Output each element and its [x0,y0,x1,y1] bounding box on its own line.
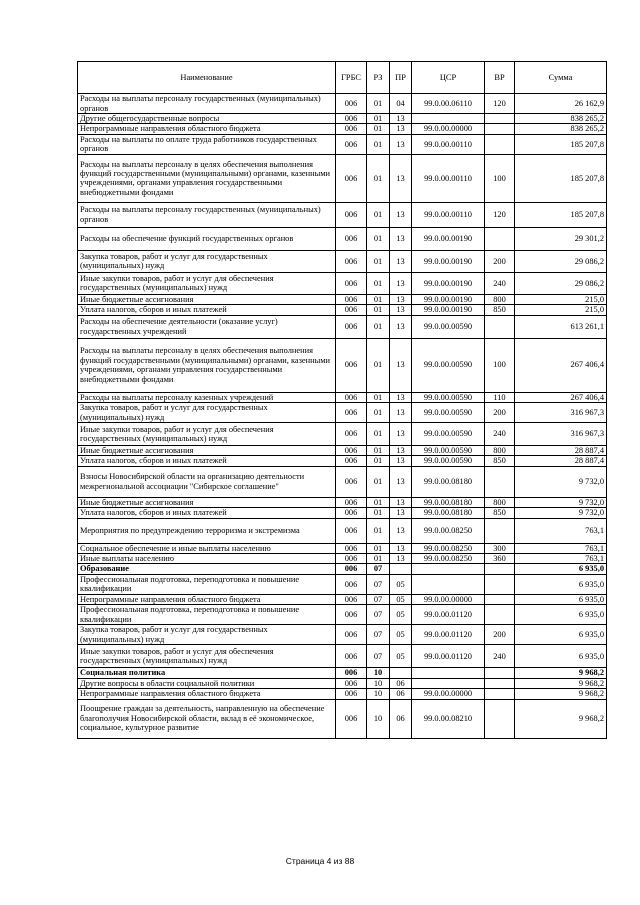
row-vr: 110 [485,392,515,402]
row-rz: 01 [367,456,390,466]
row-name: Иные бюджетные ассигнования [78,294,336,304]
table-row [78,668,607,678]
row-csr: 99.0.00.08180 [412,466,485,497]
row-vr: 360 [485,554,515,564]
row-sum: 9 732,0 [515,497,607,507]
row-name: Расходы на выплаты персоналу казенных учреждений [78,392,336,402]
table-row [78,423,607,446]
row-rz: 01 [367,497,390,507]
row-pr: 05 [390,605,412,625]
row-vr: 850 [485,456,515,466]
row-csr [412,668,485,678]
row-grbs: 006 [336,554,367,564]
row-rz: 01 [367,554,390,564]
row-name: Уплата налогов, сборов и иных платежей [78,508,336,518]
row-rz: 07 [367,645,390,668]
table-row [78,272,607,294]
row-pr: 13 [390,543,412,553]
table-row [78,574,607,594]
row-pr: 13 [390,202,412,227]
row-csr: 99.0.00.00190 [412,250,485,272]
row-pr: 13 [390,508,412,518]
row-name: Расходы на выплаты персоналу государственных (муниципальных) органов [78,94,336,114]
header-sum: Сумма [515,62,607,94]
table-row [78,564,607,574]
row-sum: 28 887,4 [515,446,607,456]
row-name: Иные закупки товаров, работ и услуг для обеспечения государственных (муниципальных) нужд [78,272,336,294]
row-sum: 28 887,4 [515,456,607,466]
header-name: Наименование [78,62,336,94]
row-pr: 13 [390,338,412,392]
table-row [78,315,607,338]
row-rz: 10 [367,668,390,678]
row-rz: 07 [367,594,390,604]
row-name: Расходы на выплаты персоналу в целях обеспечения выполнения функций государственными (муниципальными) органами, казенными учреждениями, органами управления государственными внебюджетными фондами [78,154,336,202]
row-name: Другие вопросы в области социальной политики [78,678,336,688]
header-vr: ВР [485,62,515,94]
row-csr: 99.0.00.00000 [412,689,485,699]
row-sum: 763,1 [515,554,607,564]
row-sum: 267 406,4 [515,392,607,402]
row-pr: 13 [390,154,412,202]
row-grbs: 006 [336,446,367,456]
row-pr: 13 [390,466,412,497]
table-row [78,134,607,154]
row-vr [485,227,515,250]
row-sum: 185 207,8 [515,154,607,202]
row-rz: 01 [367,227,390,250]
row-grbs: 006 [336,645,367,668]
row-vr [485,678,515,688]
row-grbs: 006 [336,227,367,250]
row-csr [412,114,485,124]
row-rz: 01 [367,315,390,338]
row-rz: 07 [367,574,390,594]
row-name: Уплата налогов, сборов и иных платежей [78,305,336,315]
row-rz: 10 [367,699,390,738]
row-rz: 01 [367,543,390,553]
row-pr: 13 [390,294,412,304]
row-vr [485,114,515,124]
row-vr: 240 [485,272,515,294]
row-csr: 99.0.00.08250 [412,554,485,564]
row-csr: 99.0.00.00110 [412,154,485,202]
row-vr [485,699,515,738]
row-grbs: 006 [336,94,367,114]
row-vr [485,668,515,678]
row-sum: 9 968,2 [515,678,607,688]
row-grbs: 006 [336,625,367,645]
table-row [78,645,607,668]
row-grbs: 006 [336,678,367,688]
table-row [78,508,607,518]
row-grbs: 006 [336,315,367,338]
row-vr: 200 [485,250,515,272]
row-csr [412,678,485,688]
row-pr: 13 [390,392,412,402]
row-grbs: 006 [336,202,367,227]
row-pr: 04 [390,94,412,114]
table-row [78,456,607,466]
row-grbs: 006 [336,134,367,154]
row-sum: 6 935,0 [515,594,607,604]
row-csr: 99.0.00.00590 [412,392,485,402]
row-rz: 07 [367,625,390,645]
row-sum: 763,1 [515,543,607,553]
table-row [78,554,607,564]
row-rz: 01 [367,202,390,227]
row-vr [485,134,515,154]
row-grbs: 006 [336,124,367,134]
row-name: Расходы на выплаты персоналу государственных (муниципальных) органов [78,202,336,227]
row-csr: 99.0.00.06110 [412,94,485,114]
table-header-row [78,62,607,94]
table-row [78,305,607,315]
table-row [78,689,607,699]
table-row [78,605,607,625]
row-name: Другие общегосударственные вопросы [78,114,336,124]
table-row [78,543,607,553]
row-csr: 99.0.00.08180 [412,508,485,518]
row-sum: 267 406,4 [515,338,607,392]
table-row [78,392,607,402]
table-row [78,294,607,304]
row-pr: 13 [390,554,412,564]
row-sum: 838 265,2 [515,114,607,124]
row-vr: 850 [485,305,515,315]
row-vr: 800 [485,294,515,304]
row-name: Закупка товаров, работ и услуг для государственных (муниципальных) нужд [78,403,336,423]
row-sum: 26 162,9 [515,94,607,114]
row-name: Иные выплаты населению [78,554,336,564]
row-name: Непрограммные направления областного бюджета [78,124,336,134]
table-row [78,114,607,124]
row-pr: 13 [390,227,412,250]
row-rz: 01 [367,134,390,154]
row-pr: 05 [390,594,412,604]
row-grbs: 006 [336,699,367,738]
row-sum: 6 935,0 [515,605,607,625]
table-row [78,202,607,227]
row-grbs: 006 [336,392,367,402]
row-pr: 13 [390,423,412,446]
row-name: Непрограммные направления областного бюджета [78,689,336,699]
table-row [78,699,607,738]
row-sum: 9 732,0 [515,508,607,518]
row-rz: 01 [367,124,390,134]
row-grbs: 006 [336,294,367,304]
row-sum: 613 261,1 [515,315,607,338]
row-vr: 300 [485,543,515,553]
page-number: Страница 4 из 88 [285,856,355,866]
row-name: Закупка товаров, работ и услуг для государственных (муниципальных) нужд [78,625,336,645]
row-rz: 01 [367,446,390,456]
row-grbs: 006 [336,518,367,543]
row-sum: 215,0 [515,294,607,304]
table-row [78,518,607,543]
row-sum: 215,0 [515,305,607,315]
row-name: Расходы на выплаты по оплате труда работников государственных органов [78,134,336,154]
row-pr [390,668,412,678]
row-name: Мероприятия по предупреждению терроризма и экстремизма [78,518,336,543]
row-name: Образование [78,564,336,574]
row-name: Расходы на выплаты персоналу в целях обеспечения выполнения функций государственными (муниципальными) органами, казенными учреждениями, органами управления государственными внебюджетными фондами [78,338,336,392]
row-grbs: 006 [336,403,367,423]
row-vr: 100 [485,154,515,202]
row-sum: 29 086,2 [515,250,607,272]
table-row [78,154,607,202]
row-csr: 99.0.00.00590 [412,315,485,338]
row-vr: 120 [485,202,515,227]
row-rz: 01 [367,403,390,423]
row-pr: 06 [390,689,412,699]
row-pr: 13 [390,250,412,272]
row-rz: 01 [367,94,390,114]
row-grbs: 006 [336,543,367,553]
row-sum: 6 935,0 [515,645,607,668]
header-rz: РЗ [367,62,390,94]
row-vr: 100 [485,338,515,392]
row-pr: 05 [390,625,412,645]
row-grbs: 006 [336,508,367,518]
row-vr: 240 [485,645,515,668]
row-csr: 99.0.00.00590 [412,446,485,456]
row-name: Иные бюджетные ассигнования [78,446,336,456]
row-csr: 99.0.00.00590 [412,403,485,423]
row-name: Социальное обеспечение и иные выплаты населению [78,543,336,553]
row-pr: 06 [390,678,412,688]
row-csr [412,574,485,594]
row-rz: 01 [367,114,390,124]
row-rz: 10 [367,689,390,699]
row-csr: 99.0.00.08250 [412,543,485,553]
row-csr: 99.0.00.00190 [412,305,485,315]
row-grbs: 006 [336,338,367,392]
row-vr: 850 [485,508,515,518]
row-sum: 9 732,0 [515,466,607,497]
row-name: Расходы на обеспечение деятельности (оказание услуг) государственных учреждений [78,315,336,338]
row-pr: 13 [390,305,412,315]
row-pr: 13 [390,124,412,134]
row-pr: 13 [390,315,412,338]
row-name: Социальная политика [78,668,336,678]
row-pr: 13 [390,518,412,543]
row-sum: 29 086,2 [515,272,607,294]
table-row [78,227,607,250]
table-row [78,625,607,645]
row-grbs: 006 [336,466,367,497]
row-sum: 6 935,0 [515,574,607,594]
row-name: Поощрение граждан за деятельность, направленную на обеспечение благополучия Новосибирской области, вклад в её экономическое, социальное, культурное развитие [78,699,336,738]
row-grbs: 006 [336,497,367,507]
row-csr: 99.0.00.00000 [412,594,485,604]
row-vr [485,594,515,604]
row-rz: 01 [367,466,390,497]
table-row [78,403,607,423]
row-csr [412,564,485,574]
row-sum: 29 301,2 [515,227,607,250]
row-pr: 13 [390,403,412,423]
row-rz: 01 [367,272,390,294]
row-sum: 6 935,0 [515,564,607,574]
row-csr: 99.0.00.08250 [412,518,485,543]
table-row [78,594,607,604]
row-grbs: 006 [336,456,367,466]
row-rz: 01 [367,423,390,446]
table-row [78,250,607,272]
row-grbs: 006 [336,154,367,202]
row-csr: 99.0.00.01120 [412,625,485,645]
row-grbs: 006 [336,605,367,625]
row-rz: 01 [367,305,390,315]
row-pr: 13 [390,446,412,456]
row-name: Расходы на обеспечение функций государственных органов [78,227,336,250]
row-csr: 99.0.00.00190 [412,294,485,304]
row-csr: 99.0.00.01120 [412,605,485,625]
row-csr: 99.0.00.08210 [412,699,485,738]
table-row [78,466,607,497]
table-row [78,94,607,114]
row-vr: 120 [485,94,515,114]
row-sum: 185 207,8 [515,134,607,154]
row-rz: 01 [367,294,390,304]
row-sum: 9 968,2 [515,668,607,678]
row-name: Взносы Новосибирской области на организацию деятельности межрегиональной ассоциации "Сибирское соглашение" [78,466,336,497]
row-grbs: 006 [336,305,367,315]
row-pr [390,564,412,574]
table-row [78,497,607,507]
row-rz: 01 [367,392,390,402]
row-name: Иные бюджетные ассигнования [78,497,336,507]
row-rz: 07 [367,564,390,574]
row-csr: 99.0.00.00590 [412,423,485,446]
row-pr: 13 [390,134,412,154]
row-rz: 10 [367,678,390,688]
row-rz: 01 [367,154,390,202]
row-vr: 200 [485,625,515,645]
row-vr [485,466,515,497]
row-pr: 05 [390,645,412,668]
row-sum: 6 935,0 [515,625,607,645]
row-vr [485,315,515,338]
row-pr: 13 [390,114,412,124]
row-vr [485,574,515,594]
row-grbs: 006 [336,689,367,699]
row-grbs: 006 [336,564,367,574]
row-sum: 316 967,3 [515,423,607,446]
row-csr: 99.0.00.00190 [412,227,485,250]
row-name: Иные закупки товаров, работ и услуг для обеспечения государственных (муниципальных) нужд [78,645,336,668]
row-rz: 01 [367,508,390,518]
row-csr: 99.0.00.00000 [412,124,485,134]
row-name: Профессиональная подготовка, переподготовка и повышение квалификации [78,574,336,594]
row-name: Профессиональная подготовка, переподготовка и повышение квалификации [78,605,336,625]
row-csr: 99.0.00.08180 [412,497,485,507]
row-name: Уплата налогов, сборов и иных платежей [78,456,336,466]
header-pr: ПР [390,62,412,94]
row-grbs: 006 [336,594,367,604]
row-grbs: 006 [336,574,367,594]
row-csr: 99.0.00.00590 [412,338,485,392]
row-rz: 01 [367,250,390,272]
row-rz: 01 [367,338,390,392]
row-vr [485,518,515,543]
row-vr: 200 [485,403,515,423]
header-grbs: ГРБС [336,62,367,94]
row-sum: 763,1 [515,518,607,543]
header-csr: ЦСР [412,62,485,94]
row-sum: 9 968,2 [515,689,607,699]
table-row [78,338,607,392]
row-vr: 800 [485,497,515,507]
row-vr: 240 [485,423,515,446]
row-name: Непрограммные направления областного бюджета [78,594,336,604]
row-pr: 06 [390,699,412,738]
row-pr: 05 [390,574,412,594]
row-sum: 9 968,2 [515,699,607,738]
table-row [78,124,607,134]
row-csr: 99.0.00.00190 [412,272,485,294]
row-pr: 13 [390,497,412,507]
row-csr: 99.0.00.00590 [412,456,485,466]
row-grbs: 006 [336,114,367,124]
row-pr: 13 [390,456,412,466]
row-grbs: 006 [336,272,367,294]
table-row [78,446,607,456]
row-csr: 99.0.00.00110 [412,134,485,154]
row-name: Закупка товаров, работ и услуг для государственных (муниципальных) нужд [78,250,336,272]
row-vr: 800 [485,446,515,456]
row-grbs: 006 [336,250,367,272]
row-sum: 316 967,3 [515,403,607,423]
row-csr: 99.0.00.00110 [412,202,485,227]
table-row [78,678,607,688]
row-rz: 07 [367,605,390,625]
row-name: Иные закупки товаров, работ и услуг для обеспечения государственных (муниципальных) нужд [78,423,336,446]
row-vr [485,605,515,625]
row-rz: 01 [367,518,390,543]
row-vr [485,124,515,134]
budget-table [77,61,607,739]
row-sum: 185 207,8 [515,202,607,227]
table-body [78,94,607,739]
row-sum: 838 265,2 [515,124,607,134]
row-vr [485,564,515,574]
row-grbs: 006 [336,668,367,678]
row-csr: 99.0.00.01120 [412,645,485,668]
row-vr [485,689,515,699]
row-pr: 13 [390,272,412,294]
row-grbs: 006 [336,423,367,446]
